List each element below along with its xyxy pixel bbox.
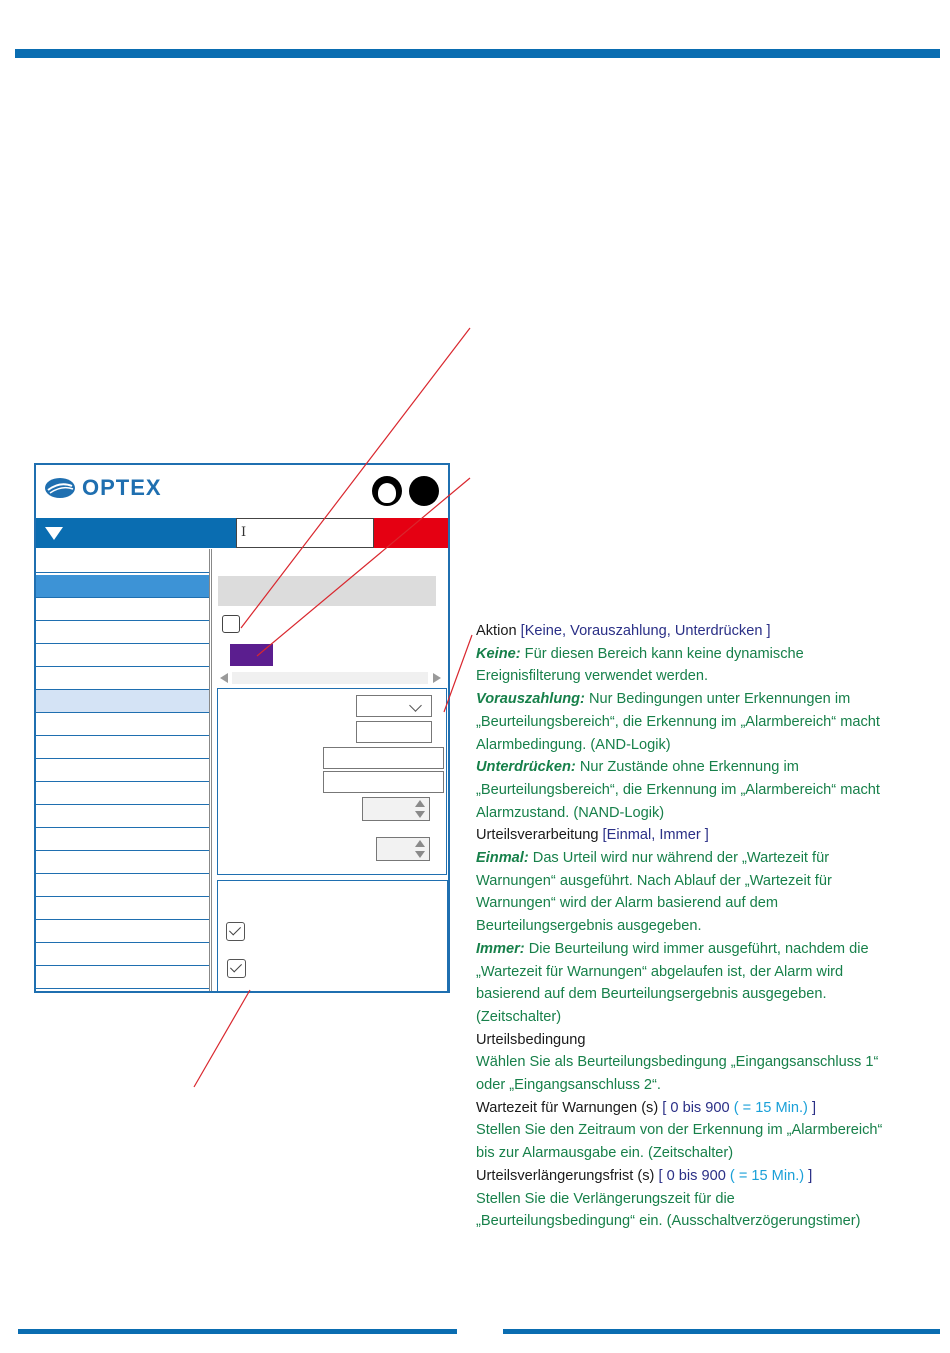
keine-line: Keine: Für diesen Bereich kann keine dynamische (476, 645, 804, 662)
immer-line: Immer: Die Beurteilung wird immer ausgeführt, nachdem die (476, 940, 869, 957)
annotation-line-options (194, 990, 250, 1087)
verlaengerung-line: Urteilsverlängerungsfrist (s) [ 0 bis 900 ( = 15 Min.) ] (476, 1167, 813, 1184)
footer-rule-left (18, 1329, 457, 1334)
footer-rule-right (503, 1329, 940, 1334)
urteilsverarbeitung-line: Urteilsverarbeitung [Einmal, Immer ] (476, 827, 709, 844)
logo-wordmark: OPTEX (82, 475, 162, 500)
urteilsbedingung-label: Urteilsbedingung (476, 1031, 586, 1048)
unterdruecken-line: Unterdrücken: Nur Zustände ohne Erkennung im (476, 759, 799, 776)
wartezeit-line: Wartezeit für Warnungen (s) [ 0 bis 900 ( = 15 Min.) ] (476, 1099, 817, 1116)
settings-description: Aktion [Keine, Vorauszahlung, Unterdrücken ] Keine: Für diesen Bereich kann keine dynamische Ereignisfilterung verwendet werden. Vorauszahlung: Nur Bedingungen unter Erkennungen im „Beurteilungsbereich“, die Erkennung im „Alarmbereich“ macht Alarmbedingung. (AND-Logik) Unterdrücken: Nur Zustände ohne Erkennung im „Beurteilungsbereich“, die Erkennung im „Alarmbereich“ macht Alarmzustand. (NAND-Logik) Urteilsverarbeitung [Einmal, Immer ] Einmal: Das Urteil wird nur während der „Wartezeit für Warnungen“ ausgeführt. Nach Ablauf der „Wartezeit für Warnungen“ wird der Alarm basierend auf dem Beurteilungsergebnis ausgegeben. Immer: Die Beurteilung wird immer ausgeführt, nachdem die „Wartezeit für Warnungen“ abgelaufen ist, der Alarm wird basierend auf dem Beurteilungsergebnis ausgegeben. (Zeitschalter) Urteilsbedingung Wählen Sie als Beurteilungsbedingung „Eingangsanschluss 1“ oder „Eingangsanschluss 2“. Wartezeit für Warnungen (s) [ 0 bis 900 ( = 15 Min.) ] Stellen Sie den Zeitraum von der Erkennung im „Alarmbereich“ bis zur Alarmausgabe ein. (Zeitschalter) Urteilsverlängerungsfrist (s) [ 0 bis 900 ( = 15 Min.) ] Stellen Sie die Verlängerungszeit für die „Beurteilungsbedingung“ ein. (Ausschaltverzögerungstimer) (476, 620, 946, 1233)
aktion-line: Aktion [Keine, Vorauszahlung, Unterdrücken ] (476, 623, 771, 639)
annotation-line-settings (444, 635, 472, 712)
top-input-field[interactable]: I (236, 518, 374, 548)
annotation-line-checkbox (241, 328, 470, 628)
annotation-line-swatch (257, 478, 470, 656)
einmal-line: Einmal: Das Urteil wird nur während der „Wartezeit für (476, 850, 830, 867)
vorauszahlung-line: Vorauszahlung: Nur Bedingungen unter Erkennungen im (476, 691, 851, 708)
